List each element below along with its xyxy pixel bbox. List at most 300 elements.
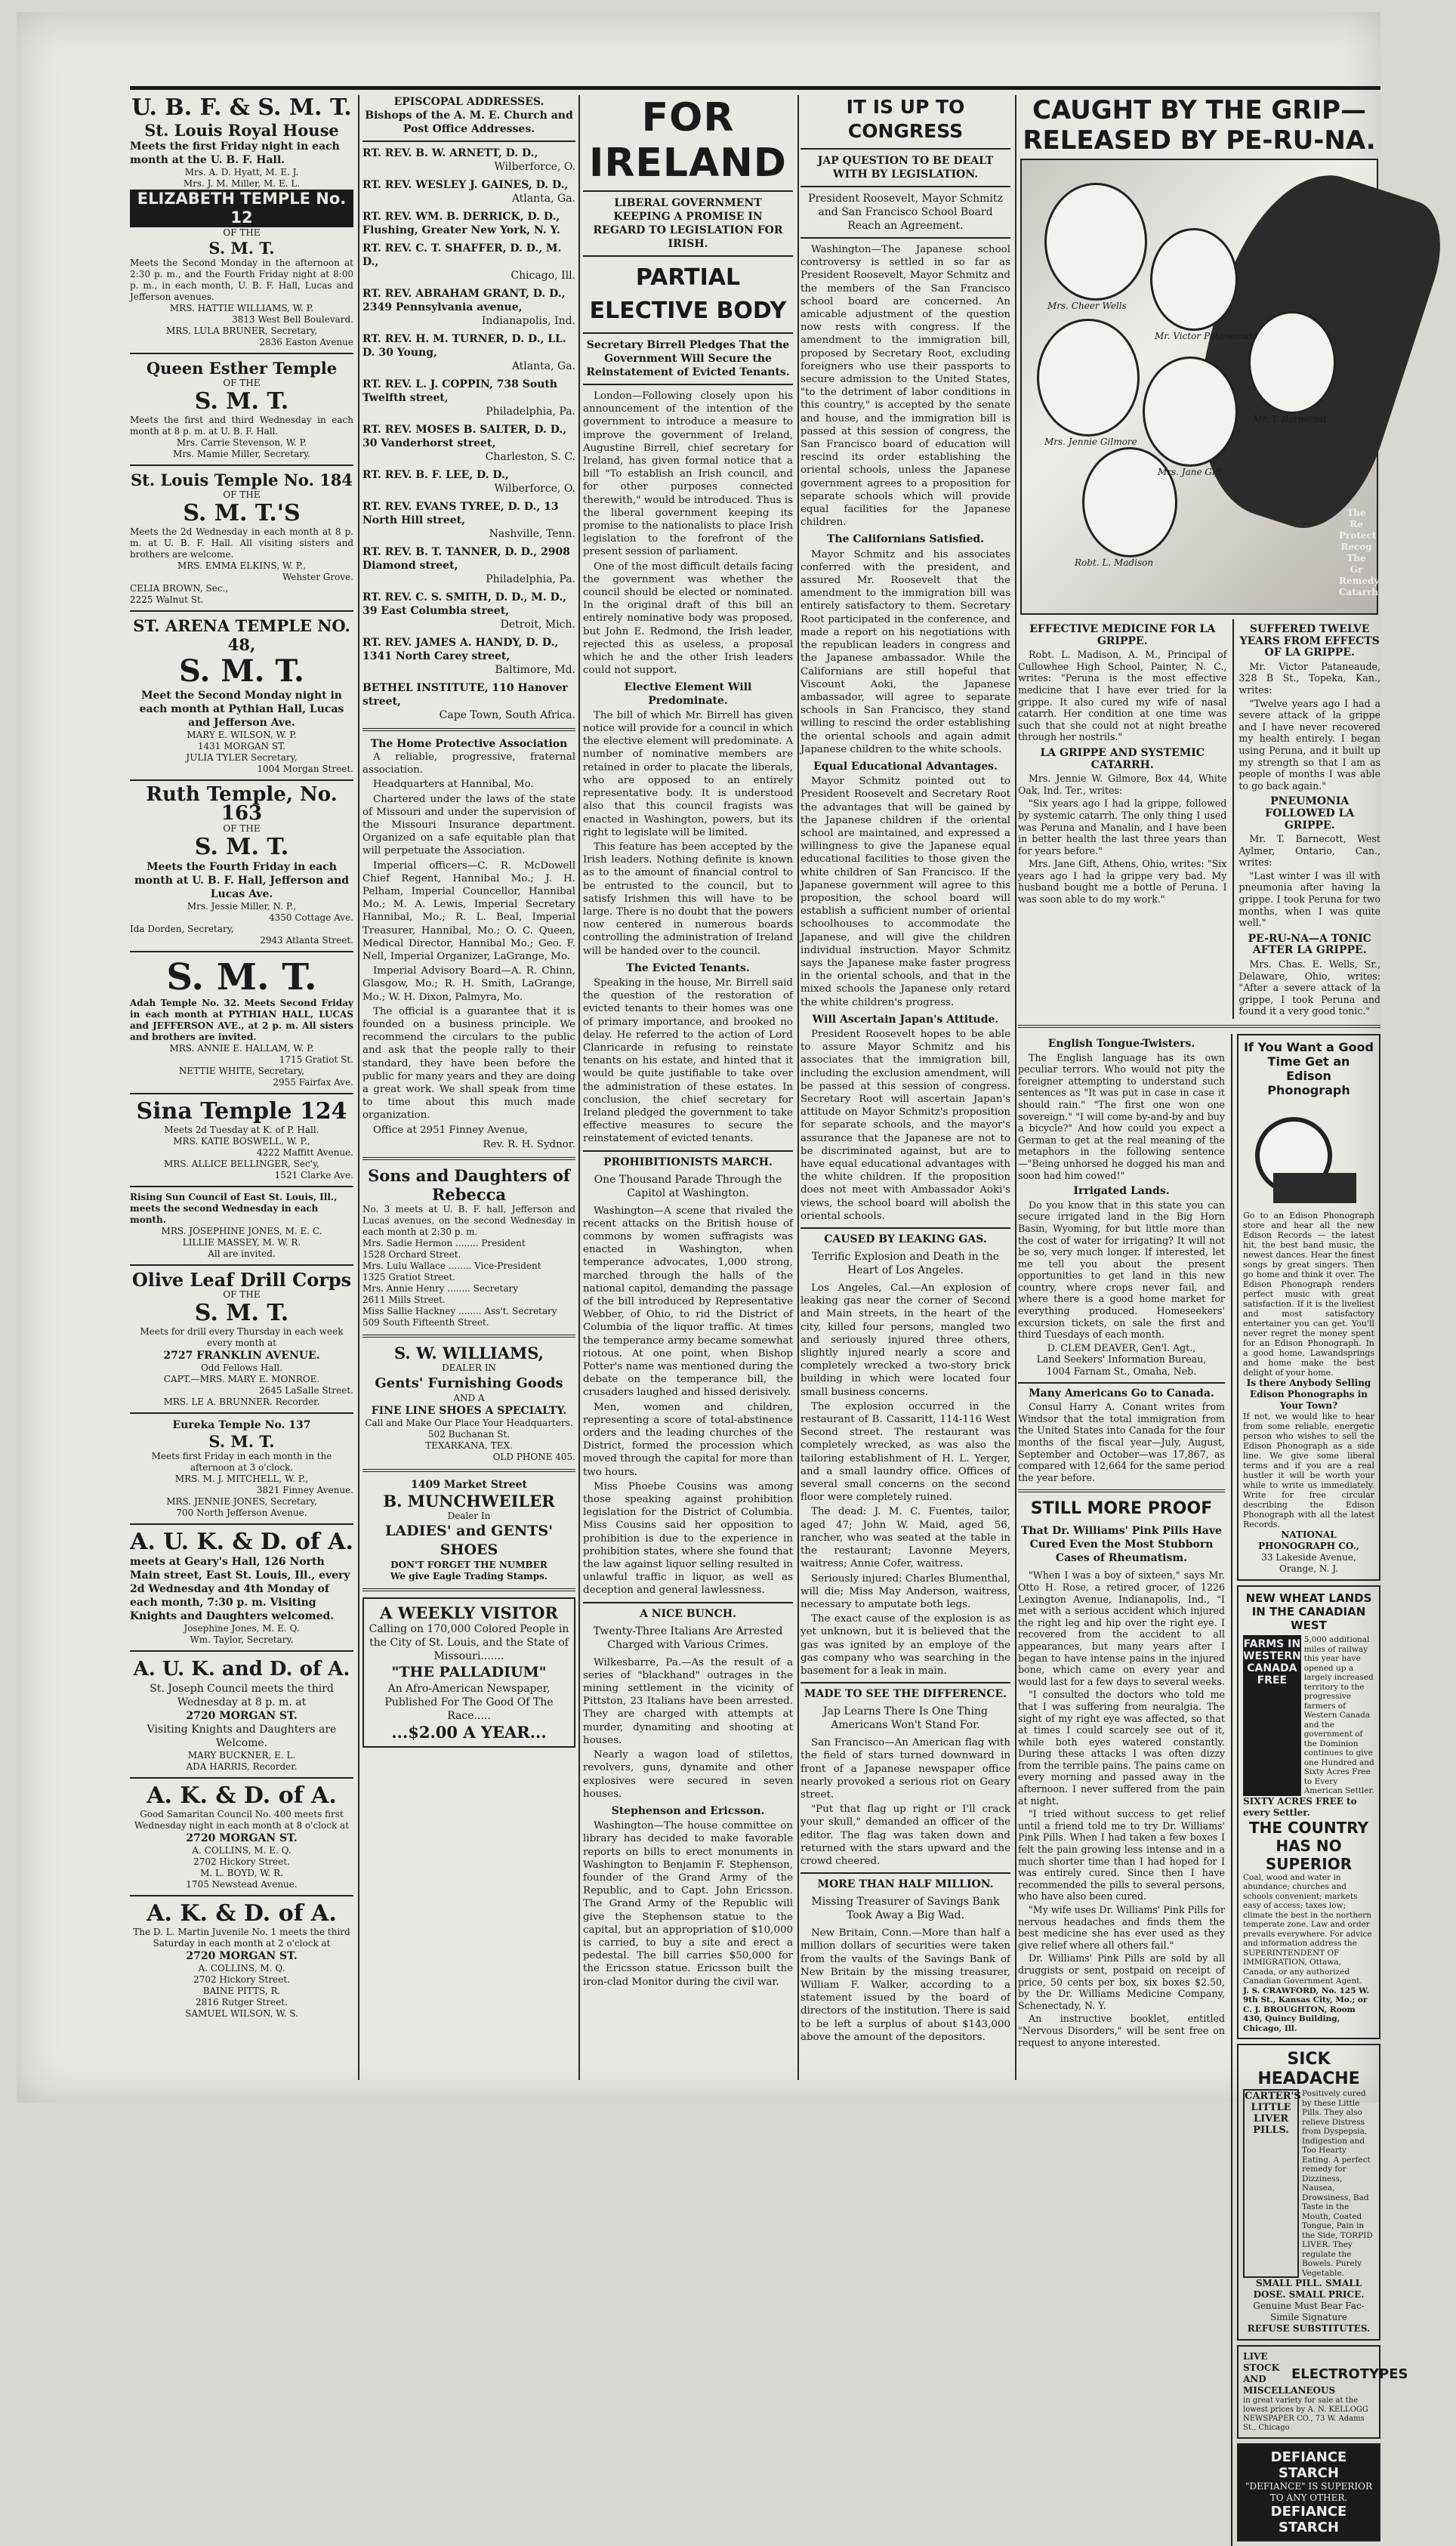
stl184-title: St. Louis Temple No. 184 (130, 471, 353, 489)
olive-officer-1: CAPT.—MRS. MARY E. MONROE. (163, 1374, 320, 1384)
bishop-entry (362, 423, 575, 464)
ak3-body: Good Samaritan Council No. 400 meets first Wednesday night in each month at 8 o'clock at (134, 1809, 350, 1831)
carters-ad (1237, 2044, 1380, 2341)
eureka-officer-2-addr: 700 North Jefferson Avenue. (176, 1508, 307, 1518)
wheat-headline: THE COUNTRY HAS NO SUPERIOR (1248, 1818, 1369, 1873)
bishop-name: RT. REV. B. T. TANNER, D. D., 2908 Diamond street, (362, 546, 570, 572)
article-para: The exact cause of the explosion is as yet unknown, but it is believed that the gas was ignited by an employe of the gas company who was searching in the basement for a leak in main. (800, 1613, 1010, 1677)
congress-article (800, 243, 1010, 1223)
million-article (800, 1927, 1010, 2044)
ak3-officer-2: M. L. BOYD, W. R. (200, 1868, 283, 1878)
ireland-article (583, 390, 793, 1146)
esther-body: Meets the first and third Wednesday in each month at 8 p. m. at U. B. F. Hall. (130, 415, 353, 437)
protective-title: The Home Protective Association (370, 738, 568, 750)
protective-p4: Imperial officers—C. R. McDowell Chief Regent, Hannibal Mo.; J. H. Pelham, Imperial Councellor, Hannibal Mo.; M. A. Lewis, Imperial Secretary Hannibal, Mo.; R. L. Beal, Imperial Treasurer, Hannibal, Mo.; O. C. Queen, Medical Director, Hannibal Mo.; Geo. F. Nell, Imperial Organizer, LaGrange, Mo. (362, 859, 575, 963)
electrotypes-right: ELECTROTYPES (1291, 2365, 1408, 2382)
auk1-notice (130, 1529, 353, 1646)
bishops-title: EPISCOPAL ADDRESSES. (393, 96, 544, 108)
irrigated-sig: D. CLEM DEAVER, Gen'l. Agt., (1047, 1341, 1196, 1353)
bishop-city: Nashville, Tenn. (489, 528, 575, 540)
munch-ad (362, 1478, 575, 1582)
lower-left-ads (1018, 1034, 1225, 2546)
adah-officer-1: MRS. ANNIE E. HALLAM, W. P. (169, 1043, 314, 1054)
twisters-title: English Tongue-Twisters. (1047, 1038, 1195, 1050)
defiance-title-2: DEFIANCE STARCH (1270, 2504, 1347, 2535)
pink-pills-title: STILL MORE PROOF (1030, 1499, 1213, 1519)
rebecca-o1a: 1528 Orchard Street. (362, 1249, 461, 1261)
peruna-headline-2: RELEASED BY PE-RU-NA. (1023, 125, 1376, 156)
ruth-officer-1-addr: 4350 Cottage Ave. (268, 912, 353, 923)
portrait-image (1150, 228, 1238, 331)
article-para: Speaking in the house, Mr. Birrell said the question of the restoration of evicted tenants to their homes was one of primary importance, and brooked no delay. He referred to the action of Lord Clanricarde in refusing to reinstate tenants on his estate, and hinted that it would be quite justifiable to take over the administration of these estates. In conclusion, the chief secretary for Ireland pledged the government to take effective measures to secure the reinstatement of evicted tenants. (583, 977, 793, 1145)
williams-shoes: FINE LINE SHOES A SPECIALTY. (371, 1405, 567, 1418)
ubf-sub: St. Louis Royal House (144, 121, 339, 140)
esther-officer-2: Mrs. Mamie Miller, Secretary. (173, 449, 310, 459)
portrait-caption: Mrs. Cheer Wells (1047, 301, 1127, 311)
elizabeth-officer-1-addr: 3813 West Bell Boulevard. (232, 314, 353, 325)
arena-officer-1: MARY E. WILSON, W. P. (187, 730, 297, 740)
electrotypes-small: in great variety for sale at the lowest prices by A. N. KELLOGG NEWSPAPER CO., 73 W. Adams St., Chicago (1243, 2396, 1368, 2432)
peruna-right (1232, 619, 1380, 1019)
electrotypes-row (1243, 2351, 1408, 2396)
article-para: This feature has been accepted by the Irish leaders. Nothing definite is known as to the amount of financial control to be entrusted to the council, but to satisfy Irishmen this will have to be large. There is no doubt that the powers now centered in numerous boards controlling the administration of Ireland will be handed over to the council. (583, 841, 793, 957)
defiance-ad (1237, 2443, 1380, 2541)
testimonial-para: Mrs. Jane Gift, Athens, Ohio, writes: "Six years ago I had la grippe very bad. My husband bought me a bottle of Peruna. I was soon able to do my work." (1018, 858, 1227, 906)
pink-pills-para: "I tried without success to get relief until a friend told me to try Dr. Williams' Pink Pills. When I had taken a few boxes I felt the pain growing less intense and in a much shorter time than I had hoped for I was entirely cured. Since then I have recommended the pills to several persons, who have also been cured. (1018, 1808, 1225, 1903)
wheat-badge-line: CANADA (1247, 1662, 1297, 1674)
eureka-title: Eureka Temple No. 137 (172, 1419, 311, 1431)
adah-notice (130, 957, 353, 1088)
side-text-line: The Re (1346, 508, 1366, 529)
stl184-officer-1-addr: Wehster Grove. (282, 572, 353, 582)
bishop-city: Chicago, Ill. (511, 270, 575, 282)
rebecca-o2: Mrs. Lulu Wallace ........ Vice-President (362, 1261, 541, 1272)
wheat-badge-line: FARMS IN (1243, 1638, 1301, 1650)
auk2-body-2: Visiting Knights and Daughters are Welcome. (147, 1724, 337, 1749)
stl184-of: OF THE (223, 489, 261, 500)
olive-addr: 2727 FRANKLIN AVENUE. (163, 1350, 320, 1362)
article-subhead: The Californians Satisfied. (826, 533, 985, 546)
column-rule (1015, 95, 1016, 2080)
bishop-city: Detroit, Mich. (500, 619, 575, 631)
olive-notice (130, 1270, 353, 1408)
stl184-body: Meets the 2d Wednesday in each month at 8 p. m. at U. B. F. Hall. All visiting sisters and brothers are welcome. (130, 526, 353, 560)
pink-pills-para: "I consulted the doctors who told me that I was suffering from neuralgia. The sight of my right eye was affected, so that at times I could scarcely see out of it, while both eyes watered constantly. During these attacks I was often dizzy from the terrible pains. The pains came on every morning and passed away in the afternoon. I never suffered from the pain at night. (1018, 1689, 1225, 1807)
gas-subhead: Terrific Explosion and Death in the Heart of Los Angeles. (811, 1251, 1000, 1277)
olive-officer-2: MRS. LE A. BRUNNER. Recorder. (163, 1396, 320, 1407)
elizabeth-smt: S. M. T. (208, 239, 275, 258)
adah-officer-1-addr: 1715 Gratiot St. (279, 1054, 353, 1065)
rising-body: Rising Sun Council of East St. Louis, Ill., meets the second Wednesday in each month. (130, 1192, 338, 1225)
esther-title: Queen Esther Temple (146, 359, 338, 378)
ruth-smt: S. M. T. (194, 834, 289, 860)
bishop-city: Baltimore, Md. (495, 664, 575, 676)
carters-logo-line: CARTER'S (1245, 2091, 1301, 2102)
phonograph-para: Go to an Edison Phonograph store and hear all the new Edison Records — the latest hit, the best band music, the newest dances. Hear the finest songs by great singers. Then go home and think it over. The Edison Phonograph renders perfect music with great satisfaction. If it is the liveliest and most satisfactory entertainer you can get. You'll never regret the money spent for an Edison Phonograph. In a good home, Lawandsprings and home make the best delight of your home. (1243, 1211, 1374, 1378)
article-para: President Roosevelt hopes to be able to assure Mayor Schmitz and his associates that the immigration bill, including the exclusion amendment, will be passed at this session of congress. Secretary Root will ascertain Japan's attitude on Mayor Schmitz's proposition for separate schools, and the mayor's assurance that the Japanese are not to be discriminated against, but are to have equal educational advantages with the white children. If the proposition does not meet with Ambassador Aoki's views, the school board will abolish the oriental schools. (800, 1028, 1010, 1222)
electrotypes-left: LIVE STOCK AND MISCELLANEOUS (1243, 2351, 1336, 2396)
wheat-badge-line: FREE (1257, 1674, 1288, 1687)
visitor-desc: An Afro-American Newspaper, Published For The Good Of The Race..... (384, 1683, 554, 1723)
visitor-paper: "THE PALLADIUM" (391, 1664, 547, 1681)
ruth-body: Meets the Fourth Friday in each month at U. B. F. Hall, Jefferson and Lucas Ave. (134, 861, 350, 900)
ak3-officer-1: A. COLLINS, M. E. Q. (192, 1845, 292, 1856)
bishops-block (362, 95, 575, 136)
sina-title: Sina Temple 124 (136, 1098, 347, 1125)
wheat-title: NEW WHEAT LANDS IN THE CANADIAN WEST (1245, 1591, 1372, 1632)
irrigated-sig: Land Seekers' Information Bureau, (1036, 1353, 1207, 1366)
bishop-name: RT. REV. WESLEY J. GAINES, D. D., (362, 179, 569, 191)
ak4-officer-1-addr: 2702 Hickory Street. (193, 1974, 290, 1985)
rising-notice (130, 1192, 353, 1260)
protective-p5: Imperial Advisory Board—A. R. Chinn, Glasgow, Mo.; R. H. Smith, LaGrange, Mo.; W. H. Dixon, Palmyra, Mo. (362, 965, 575, 1003)
williams-goods: Gents' Furnishing Goods (375, 1375, 563, 1392)
arena-title: ST. ARENA TEMPLE NO. 48, (133, 616, 350, 654)
visitor-price: ...$2.00 A YEAR... (391, 1723, 547, 1742)
bishop-name: RT. REV. MOSES B. SALTER, D. D., 30 Vanderhorst street, (362, 424, 567, 449)
ireland-subhead: LIBERAL GOVERNMENT KEEPING A PROMISE IN REGARD TO LEGISLATION FOR IRISH. (593, 197, 783, 250)
peruna-testimonials (1018, 619, 1380, 1019)
rebecca-o3: Mrs. Annie Henry ........ Secretary (362, 1283, 519, 1295)
side-text-line: Catarrh (1339, 587, 1379, 597)
newspaper-page (17, 12, 1408, 2535)
adah-smt: S. M. T. (166, 956, 317, 998)
rising-officer-1: MRS. JOSEPHINE JONES, M. E. C. (161, 1226, 322, 1236)
testimonial-heading: PNEUMONIA FOLLOWED LA GRIPPE. (1265, 795, 1355, 832)
visitor-ad (362, 1597, 575, 1748)
rebecca-title: Sons and Daughters of Rebecca (368, 1166, 570, 1205)
sina-officer-1: MRS. KATIE BOSWELL, W. P., (173, 1136, 310, 1146)
article-subhead: Equal Educational Advantages. (813, 760, 998, 773)
williams-city: TEXARKANA, TEX. (425, 1440, 513, 1452)
protective-p6: The official is a guarantee that it is founded on a business principle. We recommend the circulars to the public and ask that the people rally to their standard, they have been before the public for many years and they are doing a great work. We shall speak from time to time about this much made organization. (362, 1005, 575, 1122)
elizabeth-officer-2-addr: 2836 Easton Avenue (259, 337, 353, 347)
irrigated-para: Do you know that in this state you can secure irrigated land in the Big Horn Basin, Wyoming, for but little more than the cost of water for irrigating? It will not be so, very much longer. If interested, let me tell you about the present opportunities to get land in this new country, where crops never fail, and where there is a good home market for everything produced. Homeseekers' excursion tickets, on sale the first and third Tuesdays of each month. (1018, 1199, 1225, 1341)
rising-officer-2: LILLIE MASSEY, M. W. R. (182, 1237, 301, 1248)
elizabeth-officer-2: MRS. LULA BRUNER, Secretary, (165, 326, 318, 336)
peruna-illustration (1020, 159, 1378, 615)
ireland-column (583, 95, 793, 2080)
auk2-title: A. U. K. and D. of A. (133, 1658, 350, 1680)
olive-hall: Odd Fellows Hall. (200, 1362, 283, 1373)
carters-logo-line: LIVER (1253, 2113, 1289, 2125)
bishop-city: Cape Town, South Africa. (439, 709, 575, 721)
ruth-officer-2: Ida Dorden, Secretary, (130, 924, 234, 934)
bishop-name: BETHEL INSTITUTE, 110 Hanover street, (362, 682, 568, 708)
prohibitionists-subhead: One Thousand Parade Through the Capitol at Washington. (594, 1173, 782, 1199)
wheat-para-2: SIXTY ACRES FREE to every Settler. (1243, 1795, 1357, 1818)
rebecca-o4: Miss Sallie Hackney ........ Ass't. Secretary (362, 1306, 557, 1317)
portrait-caption: Mrs. Jennie Gilmore (1044, 437, 1137, 447)
portrait-image (1248, 311, 1336, 414)
ruth-officer-2-addr: 2943 Atlanta Street. (260, 935, 353, 946)
testimonial-heading: PE-RU-NA—A TONIC AFTER LA GRIPPE. (1248, 932, 1371, 957)
olive-title: Olive Leaf Drill Corps (131, 1269, 352, 1291)
article-subhead: The Evicted Tenants. (626, 961, 750, 974)
eureka-officer-1: MRS. M. J. MITCHELL, W. P., (174, 1474, 309, 1484)
rebecca-o2a: 1325 Gratiot Street. (362, 1272, 455, 1283)
stl184-officer-2-addr: 2225 Walnut St. (130, 594, 204, 605)
side-text-line: Recog (1340, 542, 1372, 552)
article-para: Mayor Schmitz pointed out to President Roosevelt and Secretary Root the advantages that will be gained by the Japanese children if the oriental school are maintained, and expressed a willingness to give the Japanese equal educational facilities to those given the white children of San Francisco. If the Japanese government will agree to this proposition, the school board will establish a sufficient number of oriental schoolhouses to accommodate the Japanese, and will give the children individual instruction. Mayor Schmitz says the Japanese make faster progress in the oriental schools, and that in the mixed schools the Japanese only retard the white children's progress. (800, 776, 1010, 1008)
bishop-entry (362, 681, 575, 722)
testimonial-heading: LA GRIPPE AND SYSTEMIC CATARRH. (1040, 746, 1205, 771)
addresses-column (362, 95, 575, 2080)
article-para: Los Angeles, Cal.—An explosion of leaking gas near the corner of Second and Main streets, in the heart of the city, killed four persons, mangled two and seriously injured three others, slightly injured nearly a score and completely wrecked a two-story brick building in which were located four small business concerns. (800, 1282, 1010, 1398)
lower-ads (1018, 1034, 1408, 2546)
bishop-name: RT. REV. ABRAHAM GRANT, D. D., 2349 Pennsylvania avenue, (362, 288, 566, 313)
auk1-title: A. U. K. & D. of A. (130, 1529, 353, 1555)
article-para: London—Following closely upon his announcement of the intention of the government to introduce a measure to improve the government of Ireland, Augustine Birrell, chief secretary for Ireland, has given formal notice that a bill "To establish an Irish council, and for other purposes connected therewith," would be introduced. Thus is the liberal government keeping its promise to the nationalists to place Irish legislation to the forefront of the present session of parliament. (583, 390, 793, 558)
bishop-name: RT. REV. B. W. ARNETT, D. D., (362, 147, 538, 159)
williams-call: Call and Make Our Place Your Headquarters. (365, 1418, 573, 1429)
auk1-body: meets at Geary's Hall, 126 North Main street, East St. Louis, Ill., every 2d Wednesday and 4th Monday of each month, 7:30 p. m. Visiting Knights and Daughters welcomed. (130, 1556, 350, 1622)
article-para: Men, women and children, representing a score of total-abstinence orders and the leading churches of the District, formed the procession which moved through the capital for more than two hours. (583, 1401, 793, 1478)
phonograph-image (1243, 1097, 1374, 1211)
irrigated-title: Irrigated Lands. (1073, 1185, 1170, 1198)
bishop-name: RT. REV. L. J. COPPIN, 738 South Twelfth street, (362, 378, 558, 404)
sina-notice (130, 1099, 353, 1181)
testimonial-para: Mrs. Jennie W. Gilmore, Box 44, White Oak, Ind. Ter., writes: (1018, 773, 1227, 796)
peruna-headline-1: CAUGHT BY THE GRIP— (1032, 95, 1367, 125)
bishop-entry (362, 147, 575, 174)
williams-ad (362, 1344, 575, 1463)
bishop-entry (362, 378, 575, 418)
carters-title: SICK HEADACHE (1257, 2050, 1360, 2088)
peruna-left (1018, 619, 1226, 1019)
protective-p8: Rev. R. H. Sydnor. (483, 1138, 575, 1150)
ak3-officer-1-addr: 2702 Hickory Street. (193, 1856, 290, 1867)
ireland-headline: FOR IRELAND (589, 95, 787, 186)
munch-goods: LADIES' and GENTS' SHOES (385, 1523, 553, 1559)
bishop-city: Wilberforce, O. (494, 161, 575, 173)
olive-officer-1-addr: 2645 LaSalle Street. (258, 1385, 353, 1396)
carters-logo-line: PILLS. (1253, 2125, 1289, 2136)
bishop-city: Wilberforce, O. (494, 483, 575, 495)
bishop-name: RT. REV. JAMES A. HANDY, D. D., 1341 North Carey street, (362, 637, 559, 662)
bishop-entry (362, 500, 575, 541)
sina-officer-1-addr: 4222 Maffitt Avenue. (256, 1147, 353, 1158)
congress-column (800, 95, 1010, 2080)
elective-headline: PARTIAL ELECTIVE BODY (589, 264, 787, 324)
million-headline: MORE THAN HALF MILLION. (817, 1878, 994, 1891)
sina-officer-2-addr: 1521 Clarke Ave. (274, 1170, 353, 1180)
arena-officer-2: JULIA TYLER Secretary, (186, 752, 298, 763)
esther-smt: S. M. T. (194, 388, 289, 415)
elizabeth-body: Meets the Second Monday in the afternoon at 2:30 p. m., and the Fourth Friday night at 8:00 p. m., in each month, U. B. F. Hall, Lucas and Jefferson avenues. (130, 258, 353, 302)
stl184-officer-2: CELIA BROWN, Sec., (130, 583, 229, 594)
rebecca-o4a: 509 South Fifteenth Street. (362, 1317, 489, 1329)
portrait-caption: Robt. L. Madison (1075, 557, 1154, 568)
ak4-officer-2: BAINE PITTS, R. (202, 1986, 281, 1996)
munch-addr: 1409 Market Street (411, 1479, 527, 1492)
carters-para: Positively cured by these Little Pills. They also relieve Distress from Dyspepsia, Indigestion and Too Hearty Eating. A perfect remedy for Dizziness, Nausea, Drowsiness, Bad Taste in the Mouth, Coated Tongue, Pain in the Side, TORPID LIVER. They regulate the Bowels. Purely Vegetable. (1302, 2089, 1373, 2278)
article-para: One of the most difficult details facing the government was whether the council should be elected or nominated. In the original draft of this bill an entirely nominative body was proposed, but John E. Redmond, the Irish leader, rejected this as useless, a proposal which he and the other Irish leaders could not support. (583, 560, 793, 677)
ak3-addr: 2720 MORGAN ST. (186, 1832, 298, 1844)
protective-p3: Chartered under the laws of the state of Missouri and under the supervision of the Missouri Insurance department. Organized on a safe equitable plan that will perpetuate the Association. (362, 793, 575, 857)
article-subhead: Stephenson and Ericsson. (611, 1804, 765, 1817)
bunch-subhead: Twenty-Three Italians Are Arrested Charged with Various Crimes. (593, 1625, 783, 1651)
arena-body: Meet the Second Monday night in each month at Pythian Hall, Lucas and Jefferson Ave. (139, 690, 344, 729)
bishop-name: RT. REV. C. T. SHAFFER, D. D., M. D., (362, 242, 562, 268)
visitor-title: A WEEKLY VISITOR (380, 1603, 558, 1623)
bishop-entry (362, 591, 575, 631)
munch-stamps: We give Eagle Trading Stamps. (390, 1571, 548, 1582)
carters-logo-line: LITTLE (1251, 2102, 1291, 2113)
side-text-line: Remedy (1339, 576, 1380, 586)
ak4-officer-3: SAMUEL WILSON, W. S. (185, 2008, 298, 2019)
phonograph-ad (1237, 1034, 1380, 1581)
munch-dont: DON'T FORGET THE NUMBER (390, 1560, 548, 1571)
bishop-city: Indianapolis, Ind. (481, 315, 575, 327)
irrigated-sig: 1004 Farnam St., Omaha, Neb. (1046, 1366, 1197, 1378)
peruna-ad (1018, 95, 1380, 1019)
testimonial-para: Mr. T. Barnecott, West Aylmer, Ontario, Can., writes: (1239, 833, 1380, 869)
wheat-row (1243, 1635, 1374, 1796)
ubf-title: U. B. F. & S. M. T. (131, 94, 352, 121)
esther-of: OF THE (223, 378, 261, 388)
lodge-notices-column (130, 95, 353, 2080)
ak4-title: A. K. & D. of A. (147, 1900, 337, 1927)
eureka-smt: S. M. T. (208, 1432, 275, 1451)
testimonial-para: Mrs. Chas. E. Wells, Sr., Delaware, Ohio, writes: "After a severe attack of la grippe, I took Peruna and found it a very good tonic." (1239, 958, 1380, 1017)
eureka-body: Meets first Friday in each month in the afternoon at 3 o'clock. (151, 1451, 332, 1473)
testimonial-para: Robt. L. Madison, A. M., Principal of Cullowhee High School, Painter, N. C., writes: "Peruna is the most effective medicine that I have ever tried for la grippe. It also cured my wife of nasal catarrh. Her condition at one time was such that she could not at night breathe through her nostrils." (1018, 649, 1227, 743)
eureka-notice (130, 1418, 353, 1519)
portrait-image (1044, 183, 1147, 301)
newspaper-sheet (130, 86, 1408, 2535)
phonograph-company: NATIONAL PHONOGRAPH CO., (1258, 1529, 1359, 1551)
congress-headline: IT IS UP TO CONGRESS (846, 96, 965, 142)
munch-name: B. MUNCHWEILER (383, 1492, 555, 1511)
phonograph-title: If You Want a Good Time Get an Edison Phonograph (1244, 1040, 1374, 1097)
bishop-name: RT. REV. C. S. SMITH, D. D., M. D., 39 East Columbia street, (362, 591, 567, 617)
adah-officer-2-addr: 2955 Fairfax Ave. (273, 1077, 353, 1088)
adah-officer-2: NETTIE WHITE, Secretary, (178, 1066, 305, 1076)
ruth-notice (130, 785, 353, 946)
auk1-officer-1: Josephine Jones, M. E. Q. (184, 1623, 300, 1634)
stl184-smt: S. M. T.'S (183, 500, 301, 526)
esther-notice (130, 359, 353, 460)
pink-pills-ad (1018, 1498, 1225, 2048)
pink-pills-para: "When I was a boy of sixteen," says Mr. Otto H. Rose, a retired grocer, of 1226 Lexington Avenue, Indianapolis, Ind., "I met with a serious accident which injured the right leg and hip over the right eye. I recovered from the accident to all appearances, but many years after I began to have intense pains in the injured bone, which came on every year and would last for a few days to several weeks. (1018, 1569, 1225, 1687)
elizabeth-of: OF THE (223, 227, 261, 238)
difference-subhead: Jap Learns There Is One Thing Americans Won't Stand For. (823, 1705, 988, 1732)
twisters-article (1018, 1038, 1225, 1483)
esther-officer-1: Mrs. Carrie Stevenson, W. P. (176, 437, 307, 448)
advertisements-column (1018, 95, 1408, 2535)
bishop-name: RT. REV. B. F. LEE, D. D., (362, 469, 509, 481)
gas-headline: CAUSED BY LEAKING GAS. (824, 1233, 987, 1246)
elective-subhead: Secretary Birrell Pledges That the Government Will Secure the Reinstatement of Evicted Tenants. (586, 339, 790, 378)
eureka-officer-1-addr: 3821 Finney Avenue. (256, 1485, 353, 1495)
protective-association (362, 737, 575, 1151)
ak3-notice (130, 1783, 353, 1890)
defiance-title: DEFIANCE STARCH (1270, 2449, 1347, 2481)
williams-and: AND A (453, 1393, 485, 1404)
ak4-officer-1: A. COLLINS, M. Q. (198, 1963, 285, 1974)
article-para: Washington—The house committee on library has decided to make favorable reports on bills to erect monuments in Washington to Benjamin F. Stephenson, founder of the Grand Army of the Republic, and to Capt. John Ericsson. The Grand Army of the Republic will give the Stephenson statue to the capital, but an appropriation of $10,000 is carried, to buy a site and erect a pedestal. The bill carries $50,000 for the Ericsson statue. Ericsson built the iron-clad Monitor during the civil war. (583, 1820, 793, 1988)
side-text-line: Protect (1339, 530, 1377, 541)
testimonial-para: "Last winter I was ill with pneumonia after having la grippe. I took Peruna for two months, when I was quite well." (1239, 869, 1380, 929)
testimonial-para: Mr. Victor Pataneaude, 328 B St., Topeka, Kan., writes: (1239, 660, 1380, 696)
stl184-notice (130, 471, 353, 606)
ak4-body: The D. L. Martin Juvenile No. 1 meets the third Saturday in each month at 2 o'clock at (133, 1927, 350, 1949)
ak4-officer-2-addr: 2816 Rutger Street. (196, 1997, 288, 2007)
protective-p1: A reliable, progressive, fraternal association. (362, 751, 575, 776)
auk2-officer-2: ADA HARRIS, Recorder. (186, 1761, 298, 1772)
article-para: New Britain, Conn.—More than half a million dollars of securities were taken from the vaults of the Savings Bank of New Britain by the missing treasurer, William F. Walker, according to a statement issued by the board of directors of the institution. There is said to be left a surplus of about $143,000 above the amount of the depositors. (800, 1927, 1010, 2043)
article-para: Mayor Schmitz and his associates conferred with the president, and assured Mr. Roosevelt that the amendment to the immigration bill was entirely satisfactory to them. Secretary Root participated in the conference, and made a report on his negotiations with the republican leaders in congress and the Japanese ambassador. While the Californians are still hopeful that Viscount Aoki, the Japanese ambassador, will agree to separate schools in San Francisco, they stand willing to rescind the order establishing the oriental schools and again admit Japanese children to the white schools. (800, 548, 1010, 755)
bishop-entry (362, 287, 575, 328)
gas-article (800, 1282, 1010, 1677)
wheat-badge (1243, 1635, 1301, 1796)
testimonial-heading: SUFFERED TWELVE YEARS FROM EFFECTS OF LA GRIPPE. (1239, 623, 1380, 659)
portrait-caption: Mrs. Jane Gift (1158, 467, 1223, 477)
congress-subhead-2: President Roosevelt, Mayor Schmitz and San Francisco School Board Reach an Agreement. (808, 193, 1003, 232)
ruth-title: Ruth Temple, No. 163 (146, 783, 338, 825)
rebecca-o1: Mrs. Sadie Hermon ........ President (362, 1238, 526, 1249)
wheat-para-3: Coal, wood and water in abundance; churches and schools convenient; markets easy of access; taxes low; climate the best in the northern temperate zone. Law and order prevails everywhere. For advice and information address the SUPERINTENDENT OF IMMIGRATION, Ottawa, Canada, or any authorized Canadian Government Agent. (1243, 1872, 1372, 1986)
adah-body: Adah Temple No. 32. Meets Second Friday in each month at PYTHIAN HALL, LUCAS and JEFFERSON AVE., at 2 p. m. All sisters and brothers are invited. (130, 998, 353, 1042)
williams-dealer: DEALER IN (442, 1362, 496, 1374)
article-para: Wilkesbarre, Pa.—As the result of a series of "blackhand" outrages in the mining settlement in the vicinity of Pittston, 23 Italians have been arrested. They are charged with attempts at murder, dynamiting and shooting at houses. (583, 1656, 793, 1746)
canada-para: Consul Harry A. Conant writes from Windsor that the total immigration from the United States into Canada for the four months of the fiscal year—July, August, September and October—was 17,867, as compared with 12,664 for the same period the year before. (1018, 1401, 1225, 1483)
article-para: The bill of which Mr. Birrell has given notice will provide for a council in which the elective element will predominate. A number of nominative members are retained in order to placate the liberals, who are opposed to an entirely representative body. It is understood also that this council fragists was enacted in Washington, powers, but its right to legislate will be limited. (583, 709, 793, 838)
article-para: Seriously injured: Charles Blumenthal, will die; Miss May Anderson, waitress, necessary to amputate both legs. (800, 1572, 1010, 1610)
carters-small: SMALL PILL. SMALL DOSE. SMALL PRICE. (1253, 2278, 1365, 2300)
bishop-name: RT. REV. EVANS TYREE, D. D., 13 North Hill street, (362, 501, 559, 526)
protective-p7: Office at 2951 Finney Avenue, (373, 1124, 529, 1136)
ubf-officer-1: Mrs. A. D. Hyatt, M. E. J. (184, 167, 299, 177)
testimonial-heading: EFFECTIVE MEDICINE FOR LA GRIPPE. (1029, 623, 1216, 647)
article-para: Miss Phoebe Cousins was among those speaking against prohibition legislation for the District of Columbia. Miss Cousins said her opposition to prohibition is due to the experience in prohibition states, where she found that the law against liquor selling resulted in unlawful traffic in liquor, as well as deception and general lawlessness. (583, 1480, 793, 1597)
eureka-officer-2: MRS. JENNIE JONES, Secretary, (166, 1496, 317, 1507)
auk2-addr: 2720 MORGAN ST. (186, 1710, 298, 1722)
ak3-officer-2-addr: 1705 Newstead Avenue. (186, 1879, 298, 1890)
testimonial-para: "Six years ago I had la grippe, followed by systemic catarrh. The only thing I used was Peruna and Manalin, and I have been in better health the last three years than for years before." (1018, 798, 1227, 856)
auk2-body: St. Joseph Council meets the third Wednesday at 8 p. m. at (150, 1683, 334, 1708)
bishops-list (362, 147, 575, 722)
column-rule (797, 95, 799, 2080)
williams-addr: 502 Buchanan St. (427, 1429, 511, 1440)
phonograph-address: 33 Lakeside Avenue, Orange, N. J. (1261, 1552, 1356, 1574)
bishop-entry (362, 468, 575, 495)
ak4-addr: 2720 MORGAN ST. (186, 1950, 298, 1962)
ubf-officer-2: Mrs. J. M. Miller, M. E. L. (183, 178, 301, 189)
congress-subhead: JAP QUESTION TO BE DEALT WITH BY LEGISLATION. (817, 155, 994, 181)
arena-smt: S. M. T. (179, 653, 304, 689)
carters-genuine: Genuine Must Bear Fac-Simile Signature (1253, 2301, 1365, 2322)
munch-dealer: Dealer In (447, 1511, 491, 1522)
rebecca-body: No. 3 meets at U. B. F. hall, Jefferson and Lucas avenues, on the second Wednesday in each month at 2:30 p. m. (362, 1204, 575, 1238)
difference-headline: MADE TO SEE THE DIFFERENCE. (804, 1688, 1007, 1701)
williams-title: S. W. WILLIAMS, (393, 1344, 544, 1363)
sina-officer-2: MRS. ALLICE BELLINGER, Sec'y, (164, 1159, 319, 1169)
bishop-city: Philadelphia, Pa. (486, 573, 575, 585)
bishop-name: RT. REV. H. M. TURNER, D. D., LL. D. 30 Young, (362, 333, 566, 359)
phonograph-para-2: If not, we would like to hear from some reliable, energetic person who wishes to sell the Edison Phonograph as a side line. We give some liberal terms and if you are a real hustler it will be worth your while to write us immediately. Write for free circular describing the Edison Phonograph with all the latest Records. (1243, 1412, 1374, 1529)
portrait-image (1082, 447, 1177, 557)
carters-row (1243, 2089, 1374, 2278)
bishop-city: Charleston, S. C. (485, 451, 575, 463)
article-para: San Francisco—An American flag with the field of stars turned downward in front of a Japanese newspaper office nearly provoked a serious riot on Geary street. (800, 1737, 1010, 1801)
bishop-entry (362, 636, 575, 677)
prohibitionists-article (583, 1205, 793, 1597)
rebecca-o3a: 2611 Mills Street. (362, 1295, 446, 1306)
rebecca-notice (362, 1166, 575, 1329)
article-subhead: Will Ascertain Japan's Attitude. (812, 1013, 999, 1026)
